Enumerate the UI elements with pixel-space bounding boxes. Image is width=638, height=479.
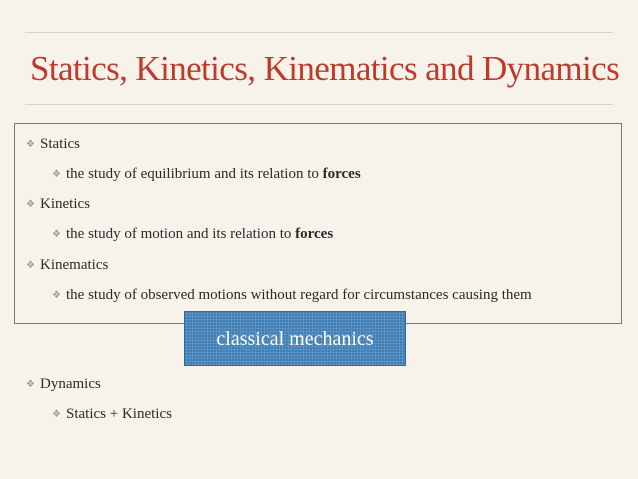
sub-bullet-kinematics bbox=[52, 286, 532, 305]
title-divider bbox=[25, 104, 613, 105]
diamond-bullet-icon: ❖ bbox=[52, 409, 61, 420]
top-divider bbox=[25, 32, 613, 33]
bullet-label: Dynamics bbox=[40, 376, 101, 392]
diamond-bullet-icon: ❖ bbox=[52, 229, 61, 240]
sub-bullet-emphasis: forces bbox=[295, 226, 334, 242]
sub-bullet-dynamics bbox=[52, 405, 172, 424]
diamond-bullet-icon: ❖ bbox=[26, 139, 35, 150]
diamond-bullet-icon: ❖ bbox=[52, 290, 61, 301]
bullet-statics bbox=[26, 135, 80, 154]
bullet-kinetics bbox=[26, 195, 90, 214]
diamond-bullet-icon: ❖ bbox=[52, 169, 61, 180]
diamond-bullet-icon: ❖ bbox=[26, 199, 35, 210]
diamond-bullet-icon: ❖ bbox=[26, 260, 35, 271]
sub-bullet-text: Statics + Kinetics bbox=[66, 406, 172, 422]
bullet-kinematics bbox=[26, 256, 108, 275]
bullet-dynamics bbox=[26, 375, 101, 394]
sub-bullet-text: the study of observed motions without regard for circumstances causing them bbox=[66, 287, 532, 303]
diamond-bullet-icon: ❖ bbox=[26, 379, 35, 390]
sub-bullet-text: the study of motion and its relation to bbox=[66, 226, 296, 242]
sub-bullet-text: the study of equilibrium and its relation to bbox=[66, 166, 323, 182]
bullet-label: Kinematics bbox=[40, 257, 109, 273]
sub-bullet-emphasis: forces bbox=[322, 166, 361, 182]
bullet-label: Kinetics bbox=[40, 196, 90, 212]
bullet-label: Statics bbox=[40, 136, 80, 152]
classical-mechanics-tag: classical mechanics bbox=[184, 311, 406, 366]
slide-title: Statics, Kinetics, Kinematics and Dynamics bbox=[30, 49, 620, 88]
sub-bullet-statics bbox=[52, 165, 361, 184]
sub-bullet-kinetics bbox=[52, 225, 333, 244]
